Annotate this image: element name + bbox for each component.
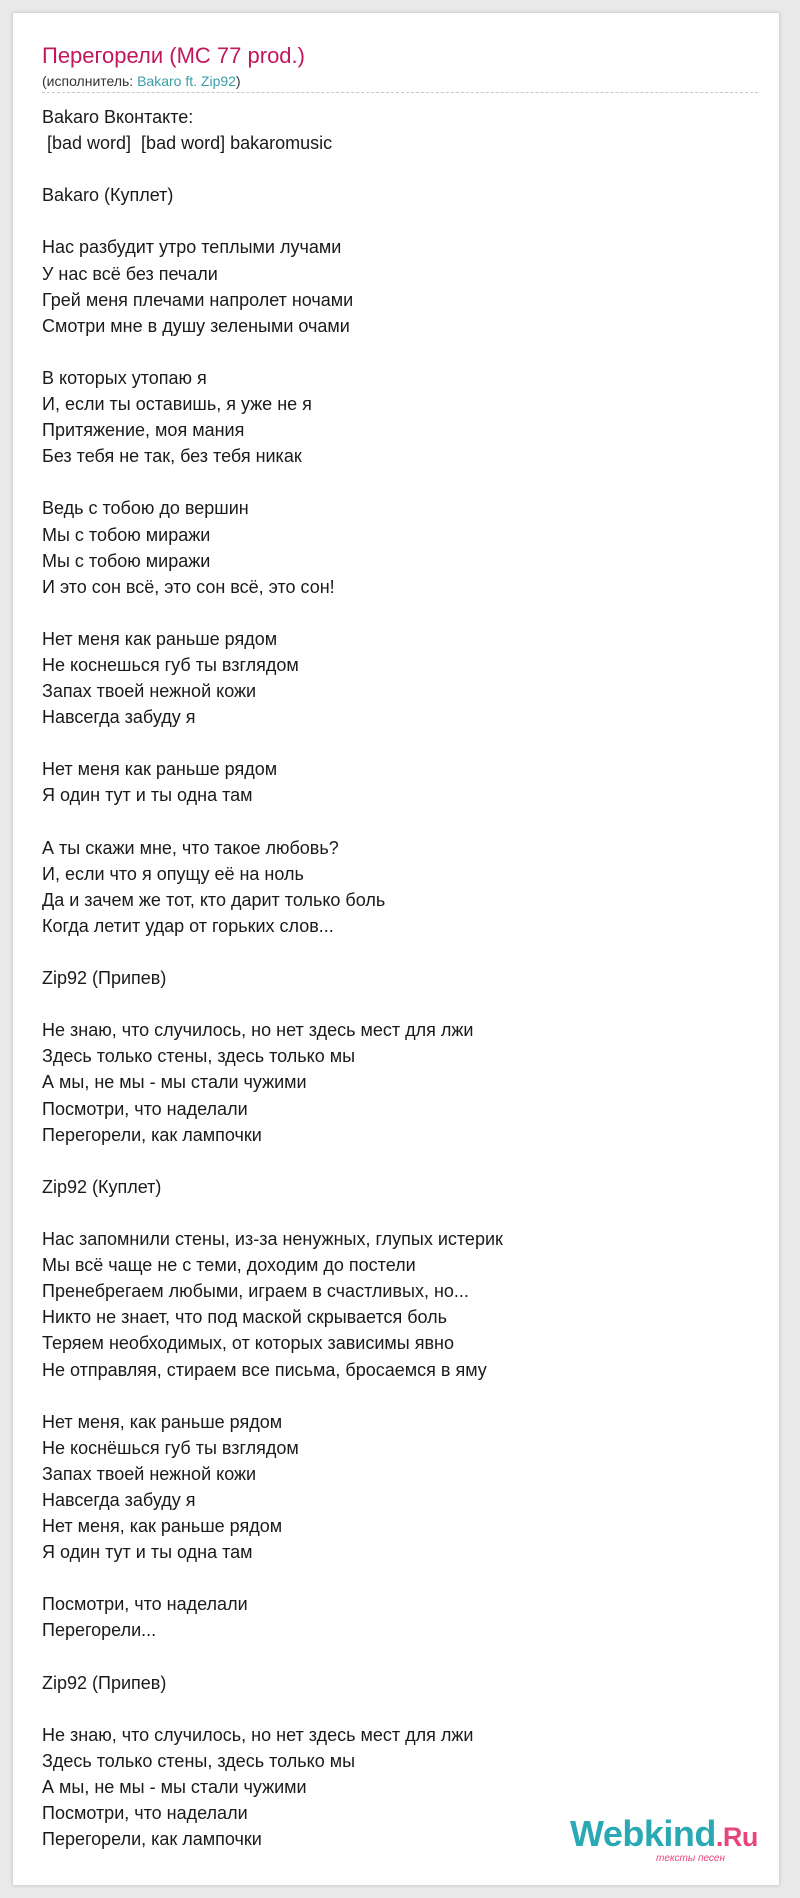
lyrics-page [12,12,780,1886]
lyric-line: Без тебя не так, без тебя никак [42,446,302,467]
lyric-line: Посмотри, что наделали [42,1594,248,1615]
lyric-blank-line [42,1200,758,1226]
lyric-line: Когда летит удар от горьких слов... [42,915,334,936]
lyric-blank-line [42,1148,758,1174]
lyric-line: Здесь только стены, здесь только мы [42,1046,356,1067]
lyric-line: И это сон всё, это сон всё, это сон! [42,576,335,597]
lyric-line: Zip92 (Припев) [42,968,167,989]
lyric-line: В которых утопаю я [42,367,207,388]
lyric-line: Bakaro Вконтакте: [42,107,194,127]
lyric-line: Не отправляя, стираем все письма, бросаемся в яму [42,1359,487,1380]
lyric-line: Нет меня, как раньше рядом [42,1411,283,1432]
lyric-line: Перегорели, как лампочки [42,1124,262,1145]
lyric-line: И, если что я опущу её на ноль [42,863,304,884]
lyric-line: Посмотри, что наделали [42,1803,248,1824]
lyric-line: У нас всё без печали [42,263,218,284]
lyric-blank-line [42,208,758,234]
lyric-line: Bakaro (Куплет) [42,185,174,206]
logo-tagline: тексты песен [656,1853,725,1864]
logo-name: Webkind [570,1813,716,1854]
lyric-blank-line [42,1644,758,1670]
lyric-line: Мы с тобою миражи [42,524,211,545]
logo-tld: .Ru [715,1822,758,1852]
lyric-line: Нет меня, как раньше рядом [42,1516,283,1537]
lyric-line: Ведь с тобою до вершин [42,498,249,519]
lyric-line: Мы с тобою миражи [42,550,211,571]
lyric-line: Теряем необходимых, от которых зависимы явно [42,1333,454,1354]
performer-suffix: ) [235,73,241,89]
lyric-line: Не коснёшься губ ты взглядом [42,1437,299,1458]
lyric-line: Не коснешься губ ты взглядом [42,654,299,675]
lyric-line: Перегорели... [42,1620,157,1641]
lyric-line: Смотри мне в душу зелеными очами [42,315,350,336]
lyric-line: Я один тут и ты одна там [42,785,253,806]
lyric-line: Нет меня как раньше рядом [42,628,278,649]
lyric-line: Грей меня плечами напролет ночами [42,289,354,310]
lyric-blank-line [42,600,758,626]
lyric-line: Zip92 (Куплет) [42,1176,162,1197]
artist-link[interactable]: Bakaro ft. Zip92 [137,73,236,89]
lyric-line: Притяжение, моя мания [42,420,245,441]
lyric-line: Нет меня как раньше рядом [42,759,278,780]
lyric-line: [bad word] [bad word] bakaromusic [42,133,333,154]
lyric-line: Мы всё чаще не с теми, доходим до постели [42,1255,416,1276]
title-divider [42,92,758,93]
lyric-blank-line [42,156,758,182]
lyric-line: А ты скажи мне, что такое любовь? [42,837,339,858]
lyric-line: Перегорели, как лампочки [42,1829,262,1850]
lyric-line: Zip92 (Припев) [42,1672,167,1693]
lyric-line: Я один тут и ты одна там [42,1542,253,1563]
lyric-line: Не знаю, что случилось, но нет здесь мест для лжи [42,1020,474,1041]
lyric-blank-line [42,809,758,835]
lyric-blank-line [42,1383,758,1409]
logo-wordmark [570,1813,758,1855]
lyric-line: Запах твоей нежной кожи [42,1463,257,1484]
lyric-line: Нас разбудит утро теплыми лучами [42,237,342,258]
lyric-line: Здесь только стены, здесь только мы [42,1750,356,1771]
lyrics-text [42,104,758,1852]
performer-prefix: (исполнитель: [42,73,138,89]
lyric-blank-line [42,1696,758,1722]
lyric-line: Пренебрегаем любыми, играем в счастливых, но... [42,1281,469,1302]
performer-line [42,73,241,89]
lyric-blank-line [42,1565,758,1591]
lyric-line: Запах твоей нежной кожи [42,681,257,702]
lyric-blank-line [42,469,758,495]
lyric-line: Никто не знает, что под маской скрывается боль [42,1307,448,1328]
song-title: Перегорели (MC 77 prod.) [42,43,305,68]
lyric-blank-line [42,991,758,1017]
lyric-line: Не знаю, что случилось, но нет здесь мест для лжи [42,1724,474,1745]
lyric-line: Навсегда забуду я [42,1489,196,1510]
lyric-blank-line [42,939,758,965]
lyric-line: А мы, не мы - мы стали чужими [42,1777,307,1797]
lyric-line: А мы, не мы - мы стали чужими [42,1072,307,1093]
lyric-line: Посмотри, что наделали [42,1098,248,1119]
lyric-line: И, если ты оставишь, я уже не я [42,394,312,415]
lyric-blank-line [42,730,758,756]
lyric-line: Да и зачем же тот, кто дарит только боль [42,889,386,910]
lyric-line: Навсегда забуду я [42,707,196,728]
lyric-line: Нас запомнили стены, из-за ненужных, глупых истерик [42,1229,503,1250]
webkind-logo[interactable] [570,1813,770,1863]
lyric-blank-line [42,339,758,365]
